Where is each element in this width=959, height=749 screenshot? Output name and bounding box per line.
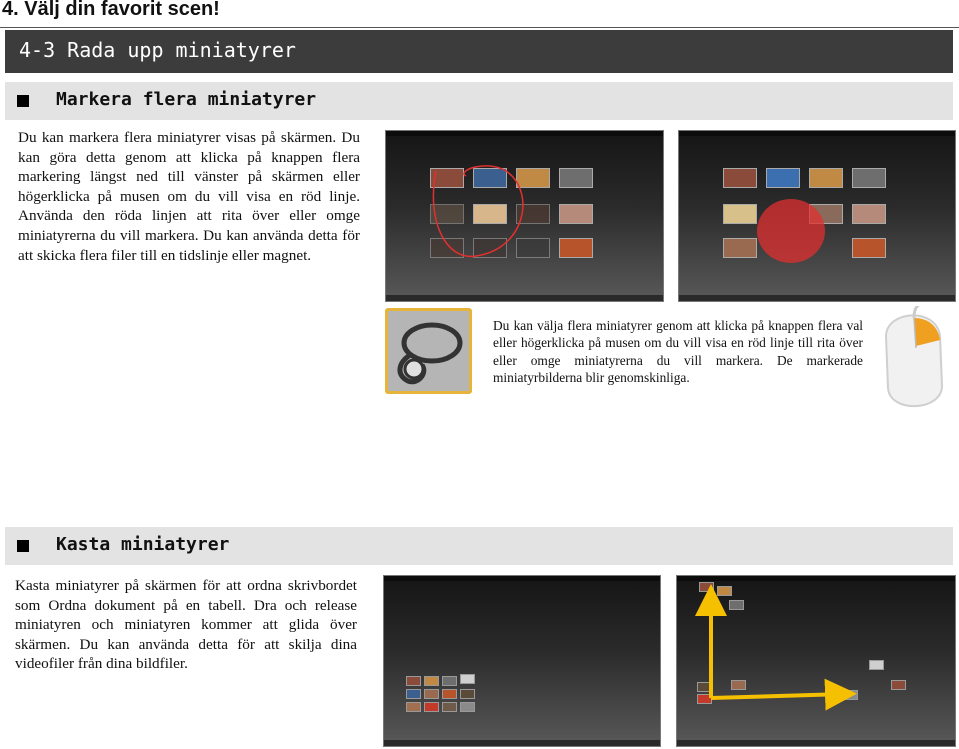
page-heading: 4. Välj din favorit scen! (2, 0, 220, 20)
throw-paragraph: Kasta miniatyrer på skärmen för att ordna skrivbordet som Ordna dokument på en tabell. Dra och release miniatyren och miniatyren kommer att glida över skärmen. Du kan använda detta för att skilja dina videofiler från dina bildfiler. (15, 577, 357, 673)
throw-direction-arrows (677, 576, 955, 746)
thumbnail (406, 689, 421, 699)
screenshot-bottombar (677, 740, 955, 746)
section-header (5, 30, 953, 73)
red-selection-area (679, 131, 955, 301)
screenshot-bottombar (679, 295, 955, 301)
thumbnail (442, 702, 457, 712)
mouse-right-click-icon (878, 306, 948, 416)
red-lasso-line (386, 131, 663, 301)
select-paragraph: Du kan markera flera miniatyrer visas på skärmen. Du kan göra detta genom att klicka på knappen flera markering längst ned till vänster på skärmen eller högerklicka på musen om du vill visa en röd linje. Använda den röda linjen att rita över eller omge miniatyrerna du vill markera. Du kan använda detta för att skicka flera filer till en tidslinje eller magnet. (18, 129, 360, 264)
square-bullet-icon (17, 95, 29, 107)
heading-divider (0, 27, 959, 28)
thumbnail (460, 674, 475, 684)
screenshot-selected-thumbnails (678, 130, 956, 302)
subsection-title-select: Markera flera miniatyrer (56, 89, 317, 110)
subsection-header-select (5, 82, 953, 120)
subsection-title-throw: Kasta miniatyrer (56, 534, 230, 555)
thumbnail (442, 689, 457, 699)
thumbnail (460, 702, 475, 712)
screenshot-bottombar (384, 740, 660, 746)
thumbnail (424, 702, 439, 712)
square-bullet-icon (17, 540, 29, 552)
screenshot-thumbnail-cluster (383, 575, 661, 747)
thumbnail (406, 702, 421, 712)
screenshot-lasso-selection (385, 130, 664, 302)
thumbnail (442, 676, 457, 686)
thumbnail (424, 676, 439, 686)
select-detail-paragraph: Du kan välja flera miniatyrer genom att klicka på knappen flera val eller högerklicka på musen om du vill visa en röd linje till rita över eller omge miniatyrerna du vill markera. De markerade miniatyrbilderna blir genomskinliga. (493, 318, 863, 386)
thumbnail (406, 676, 421, 686)
thumbnail (424, 689, 439, 699)
screenshot-topbar (384, 576, 660, 581)
screenshot-bottombar (386, 295, 663, 301)
screenshot-thrown-thumbnails (676, 575, 956, 747)
thumbnail (460, 689, 475, 699)
section-title: 4-3 Rada upp miniatyrer (19, 38, 296, 62)
lasso-icon (385, 308, 472, 394)
subsection-header-throw (5, 527, 953, 565)
